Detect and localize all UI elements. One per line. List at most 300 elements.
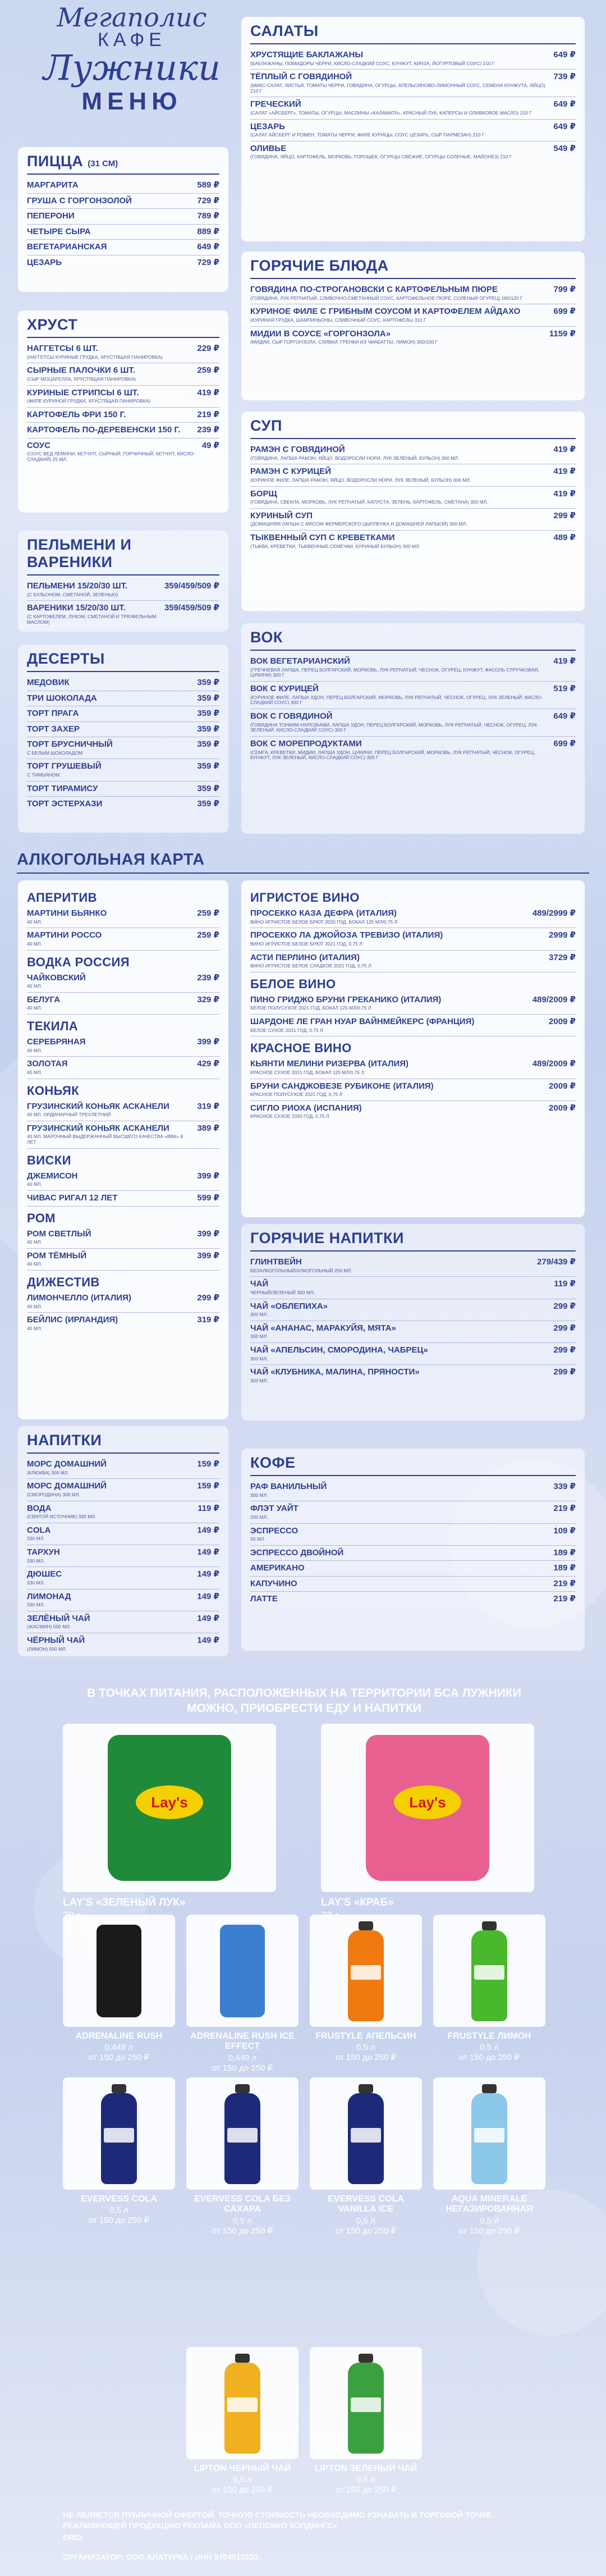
alcohol-left-card	[18, 880, 228, 1419]
item-price: 359/459/509 ₽	[164, 581, 219, 591]
item-name	[27, 1172, 192, 1187]
drink-group-title: РОМ	[27, 1211, 56, 1225]
item-title: ЭСПРЕССО	[250, 1525, 299, 1536]
item-price: 259 ₽	[197, 930, 219, 940]
item-price: 429 ₽	[197, 1059, 219, 1069]
item-description: (САЛАТ АЙСБЕРГ И РОМЕН, ТОМАТЫ ЧЕРРИ, ФИЛЕ КУРИЦЫ, СОУС ЦЕЗАРЬ, СЫР ПАРМЕЗАН) 210 Г	[250, 132, 485, 138]
menu-item	[250, 70, 576, 97]
product-price: от 150 до 250 ₽	[88, 2053, 150, 2063]
bottle-label-icon	[351, 2397, 381, 2412]
item-description: (С БУЛЬОНОМ, СМЕТАНОЙ, ЗЕЛЕНЬЮ)	[27, 591, 118, 597]
item-title: ПРОСЕККО КАЗА ДЕФРА (ИТАЛИЯ)	[250, 908, 397, 918]
item-price: 239 ₽	[197, 425, 219, 435]
item-description: БЕЛОЕ СУХОЕ 2021 ГОД, 0,75 Л	[250, 1027, 323, 1033]
item-price: 399 ₽	[197, 1250, 219, 1260]
item-name	[250, 144, 549, 160]
menu-item	[250, 1343, 576, 1365]
item-title: КУРИНЫЙ СУП	[250, 510, 313, 520]
coffee-card	[241, 1449, 585, 1651]
product-volume: 0,5 л	[356, 2475, 375, 2485]
menu-item	[250, 1299, 576, 1321]
product-price: от 150 до 250 ₽	[212, 2226, 273, 2236]
menu-item	[250, 1577, 576, 1592]
menu-item	[250, 737, 576, 764]
product-name: FRUSTYLE АПЕЛЬСИН	[315, 2031, 416, 2041]
menu-item	[27, 1501, 219, 1523]
salads-title: САЛАТЫ	[250, 22, 576, 44]
item-name	[250, 285, 549, 301]
product-volume: 0,5 л	[233, 2216, 252, 2226]
item-name	[27, 197, 192, 206]
item-name	[27, 740, 192, 756]
item-price: 339 ₽	[553, 1482, 576, 1491]
item-price: 549 ₽	[553, 143, 576, 153]
item-name	[27, 1592, 192, 1608]
item-description: 330 МЛ.	[27, 1579, 45, 1586]
item-name	[27, 678, 192, 688]
item-price: 489/2999 ₽	[532, 908, 576, 918]
menu-item	[27, 1611, 219, 1633]
menu-item	[250, 1255, 576, 1277]
soup-list	[250, 442, 576, 552]
item-name	[250, 1302, 549, 1318]
item-title: ЧАЙ «АНАНАС, МАРАКУЙЯ, МЯТА»	[250, 1323, 396, 1333]
menu-item	[250, 1524, 576, 1546]
item-price: 419 ₽	[197, 387, 219, 398]
menu-item	[27, 1057, 219, 1079]
item-description: (КУРИНОЕ ФИЛЕ, ЛАПША УДОН, ПЕРЕЦ БОЛГАРСКИЙ, МОРКОВЬ, ЛУК РЕПЧАТЫЙ, ЧЕСНОК, ОГУРЕЦ, ЛУК ЗЕЛЕНЫЙ, КИСЛО-СЛАДКИЙ СОУС) 300 Г	[250, 694, 543, 706]
item-price: 299 ₽	[553, 1301, 576, 1311]
item-title: ГРУЗИНСКИЙ КОНЬЯК АСКАНЕЛИ	[27, 1101, 169, 1111]
item-name	[27, 258, 192, 268]
item-title: ЧАЙКОВСКИЙ	[27, 972, 86, 983]
item-name	[250, 122, 549, 138]
menu-item	[250, 951, 576, 972]
item-description: БЕЗАЛКОГОЛЬНЫЙ/АЛКОГОЛЬНЫЙ 250 МЛ.	[250, 1267, 352, 1273]
item-name	[27, 784, 192, 794]
hot-drinks-list	[250, 1255, 576, 1387]
item-price: 2009 ₽	[549, 1103, 576, 1113]
item-description: ВИНО ИГРИСТОЕ БЕЛОЕ БРЮТ 2021 ГОД, 0,75 Л	[250, 940, 362, 947]
menu-item	[27, 178, 219, 194]
item-name	[27, 582, 160, 597]
item-price: 189 ₽	[553, 1563, 576, 1573]
item-name	[27, 243, 192, 252]
item-description: 40 МЛ.	[27, 1261, 42, 1267]
coffee-title: КОФЕ	[250, 1454, 576, 1476]
menu-item	[27, 386, 219, 408]
lays-green-onion-image	[63, 1724, 276, 1892]
item-name	[250, 1527, 549, 1542]
bottle-label-icon	[104, 2128, 134, 2143]
drink-group-title: ВИСКИ	[27, 1153, 71, 1167]
product-volume: 0,5 л	[109, 2205, 128, 2216]
item-description: (ГОВЯДИНА, ЛАПША РАМЭН, ЯЙЦО, ВОДОРОСЛИ НОРИ, ЛУК ЗЕЛЕНЫЙ, БУЛЬОН) 300 МЛ.	[250, 455, 460, 461]
dumplings-list	[27, 579, 219, 628]
item-price: 149 ₽	[197, 1613, 219, 1623]
item-description: 40 МЛ.	[27, 919, 42, 925]
item-price: 419 ₽	[553, 467, 576, 477]
item-description: 300 МЛ.	[250, 1333, 268, 1340]
product-price: от 150 до 250 ₽	[212, 2063, 273, 2073]
item-title: МОРС ДОМАШНИЙ	[27, 1481, 107, 1491]
item-name	[250, 1017, 544, 1033]
menu-item	[250, 464, 576, 486]
footer-erid: ERID:	[63, 2533, 85, 2542]
menu-item	[27, 1191, 219, 1207]
desserts-title: ДЕСЕРТЫ	[27, 650, 219, 672]
desserts-list	[27, 675, 219, 812]
desserts-card	[18, 645, 228, 833]
item-title: ВОК С МОРЕПРОДУКТАМИ	[250, 739, 362, 749]
item-description: (СОУС ВЕД ЛЕМИНИ, КЕТЧУП, СЫРНЫЙ, ГОРЧИЧНЫЙ, КЕТЧУП, КИСЛО-СЛАДКИЙ) 25 МЛ.	[27, 451, 195, 463]
menu-item	[27, 579, 219, 601]
item-price: 489/2009 ₽	[532, 994, 576, 1004]
item-title: ЗОЛОТАЯ	[27, 1059, 68, 1069]
item-title: КАРТОФЕЛЬ ПО-ДЕРЕВЕНСКИ 150 Г.	[27, 425, 181, 435]
item-title: ТОРТ ТИРАМИСУ	[27, 783, 98, 793]
item-name	[250, 490, 549, 505]
coffee-list	[250, 1479, 576, 1607]
bottle-cap-icon	[235, 2084, 250, 2093]
item-name	[27, 410, 192, 420]
item-description: С ТИМЬЯНОМ	[27, 771, 60, 778]
menu-item	[27, 439, 219, 465]
item-title: ПИНО ГРИДЖО БРУНИ ГРЕКАНИКО (ИТАЛИЯ)	[250, 994, 442, 1004]
item-title: ВОДА	[27, 1503, 52, 1513]
item-name	[27, 1230, 192, 1245]
lays-crab-image	[321, 1724, 534, 1892]
item-price: 649 ₽	[553, 99, 576, 109]
menu-item	[27, 691, 219, 707]
item-description: (САЛАТ «АЙСБЕРГ», ТОМАТЫ, ОГУРЦЫ, МАСЛИНЫ «КАЛАМАТА», КРАСНЫЙ ЛУК, КАПЕРСЫ И ОЛИВКОВОЕ МАСЛО) 210 Г	[250, 109, 532, 116]
menu-item	[250, 1546, 576, 1561]
item-name	[27, 909, 192, 925]
menu-item	[250, 487, 576, 509]
item-description: С БЕЛЫМ ШОКОЛАДОМ	[27, 750, 83, 756]
item-title: РАМЭН С ГОВЯДИНОЙ	[250, 445, 345, 454]
item-title: СОУС	[27, 440, 50, 450]
item-title: ЧАЙ «АПЕЛЬСИН, СМОРОДИНА, ЧАБРЕЦ»	[250, 1345, 428, 1355]
item-price: 359 ₽	[197, 761, 219, 771]
item-price: 359 ₽	[197, 693, 219, 703]
item-name	[250, 511, 549, 527]
item-price: 399 ₽	[197, 1037, 219, 1047]
menu-item	[27, 1479, 219, 1501]
item-price: 589 ₽	[197, 180, 219, 190]
menu-item	[27, 209, 219, 225]
item-title: ТЫКВЕННЫЙ СУП С КРЕВЕТКАМИ	[250, 533, 395, 543]
item-name	[250, 1482, 549, 1498]
drink-group-title: БЕЛОЕ ВИНО	[250, 976, 336, 991]
item-name	[250, 533, 549, 549]
product-name: EVERVESS COLA VANILLA ICE	[328, 2194, 404, 2214]
item-description: (СЫР МОЦАРЕЛЛА, ХРУСТЯЩАЯ ПАНИРОВКА)	[27, 376, 136, 382]
item-name	[27, 1252, 192, 1267]
item-title: ЧЕТЫРЕ СЫРА	[27, 226, 91, 236]
product-price: от 150 до 250 ₽	[458, 2053, 520, 2063]
menu-item	[27, 797, 219, 812]
item-title: ФЛЭТ УАЙТ	[250, 1504, 299, 1514]
item-title: АСТИ ПЕРЛИНО (ИТАЛИЯ)	[250, 952, 360, 962]
product-card	[433, 2077, 545, 2236]
item-description: 40 МЛ.	[27, 1069, 42, 1075]
item-title: ПЕПЕРОНИ	[27, 211, 75, 221]
menu-item	[27, 1313, 219, 1334]
item-price: 219 ₽	[553, 1594, 576, 1604]
item-description: (БАКЛАЖАНЫ, ПОМИДОРЫ ЧЕРРИ, КИСЛО-СЛАДКИЙ СОУС, КУНЖУТ, КИНЗА, ЙОГУРТОВЫЙ СОУС) 210 Г	[250, 60, 495, 66]
item-price: 279/439 ₽	[537, 1257, 576, 1267]
item-price: 149 ₽	[197, 1636, 219, 1646]
soup-card	[241, 412, 585, 611]
item-title: ОЛИВЬЕ	[250, 143, 287, 153]
item-price: 159 ₽	[197, 1459, 219, 1469]
item-price: 119 ₽	[554, 1279, 576, 1289]
item-name	[27, 1316, 192, 1331]
item-description: 40 МЛ.	[27, 1005, 42, 1011]
item-title: ГОВЯДИНА ПО-СТРОГАНОВСКИ С КАРТОФЕЛЬНЫМ ПЮРЕ	[250, 285, 498, 294]
menu-item	[27, 408, 219, 423]
item-name	[27, 709, 192, 719]
menu-item	[27, 759, 219, 781]
item-description: 200 МЛ.	[250, 1514, 268, 1520]
menu-item	[27, 1545, 219, 1567]
item-price: 649 ₽	[553, 121, 576, 131]
item-description: (КЛЮКВА) 300 МЛ.	[27, 1469, 69, 1476]
item-description: ВИНО ИГРИСТОЕ БЕЛОЕ БРЮТ 2020 ГОД, БОКАЛ 125 МЛ/0,75 Л	[250, 919, 398, 925]
menu-item	[27, 1169, 219, 1191]
item-description: (МИКС-САЛАТ, ЛИСТЬЯ, ТОМАТЫ ЧЕРРИ, ГОВЯДИНА, ОГУРЦЫ, АПЕЛЬСИНОВО-ЛИМОННЫЙ СОУС, СЕМЕНА КУНЖУТА, ЯЙЦО) 210 Г	[250, 82, 545, 94]
item-title: БРУНИ САНДЖОВЕЗЕ РУБИКОНЕ (ИТАЛИЯ)	[250, 1081, 434, 1091]
item-name	[250, 467, 549, 483]
wok-card	[241, 623, 585, 834]
menu-item	[27, 363, 219, 385]
item-title: МОРС ДОМАШНИЙ	[27, 1459, 107, 1469]
item-name	[250, 51, 549, 66]
menu-item	[250, 97, 576, 119]
alcohol-title: АЛКОГОЛЬНАЯ КАРТА	[17, 851, 589, 874]
product-image	[186, 2077, 299, 2190]
item-description: 40 МЛ.	[27, 1239, 42, 1245]
item-title: СЫРНЫЕ ПАЛОЧКИ 6 ШТ.	[27, 366, 136, 376]
product-card	[310, 2077, 422, 2236]
item-price: 729 ₽	[197, 195, 219, 205]
item-title: ЧЁРНЫЙ ЧАЙ	[27, 1636, 85, 1646]
item-name	[27, 800, 192, 809]
item-title: КЬЯНТИ МЕЛИНИ РИЗЕРВА (ИТАЛИЯ)	[250, 1059, 409, 1069]
item-price: 359 ₽	[197, 739, 219, 749]
item-title: МИДИИ В СОУСЕ «ГОРГОНЗОЛА»	[250, 328, 391, 339]
item-description: (С КАРТОФЕЛЕМ, ЛУКОМ, СМЕТАНОЙ И ТРЮФЕЛЬНЫМ МАСЛОМ)	[27, 613, 157, 625]
item-name	[27, 1059, 192, 1075]
item-price: 729 ₽	[197, 257, 219, 267]
hot-dishes-list	[250, 282, 576, 348]
item-name	[27, 1194, 192, 1203]
item-description: 40 МЛ.	[27, 1325, 42, 1331]
item-title: ДЮШЕС	[27, 1569, 62, 1579]
cafe-logo	[34, 4, 230, 116]
item-title: ТЁПЛЫЙ С ГОВЯДИНОЙ	[250, 72, 352, 82]
product-card	[63, 1915, 175, 2062]
item-price: 889 ₽	[197, 226, 219, 236]
item-name	[250, 330, 545, 345]
item-description: ЧЕРНЫЙ/ЗЕЛЕНЫЙ 300 МЛ.	[250, 1289, 315, 1295]
item-price: 319 ₽	[197, 1101, 219, 1111]
menu-item	[250, 709, 576, 737]
soup-title: СУП	[250, 417, 576, 439]
item-title: ПРОСЕККО ЛА ДЖОЙОЗА ТРЕВИЗО (ИТАЛИЯ)	[250, 930, 443, 940]
item-title: ЛИМОНЧЕЛЛО (ИТАЛИЯ)	[27, 1293, 131, 1303]
item-title: РАФ ВАНИЛЬНЫЙ	[250, 1482, 327, 1491]
item-name	[27, 1294, 192, 1309]
item-title: ВОК С КУРИЦЕЙ	[250, 684, 319, 694]
menu-item	[250, 509, 576, 531]
item-price: 789 ₽	[197, 211, 219, 221]
menu-item	[27, 240, 219, 255]
item-title: АМЕРИКАНО	[250, 1563, 305, 1573]
footer-disclaimer: НЕ ЯВЛЯЕТСЯ ПУБЛИЧНОЙ ОФЕРТОЙ. ТОЧНУЮ СТОИМОСТЬ НЕОБХОДИМО УЗНАВАТЬ В ТОРГОВОЙ ТОЧКЕ. РЕАЛИЗУЮЩЕЙ ПРОДУКЦИЮ РЕКЛАМА ООО «ПЕПСИКО ХОЛДИНГС»	[63, 2510, 494, 2530]
crunch-list	[27, 341, 219, 465]
item-price: 149 ₽	[197, 1569, 219, 1579]
item-name	[27, 604, 160, 625]
item-description: (СЕМГА, КРЕВЕТКИ, МИДИИ, ЛАПША УДОН, ЦУКИНИ, ПЕРЕЦ БОЛГАРСКИЙ, МОРКОВЬ, ЛУК РЕПЧАТЫЙ, ЧЕСНОК, ОГУРЕЦ, КУНЖУТ, ЛУК ЗЕЛЕНЫЙ, КИСЛО-СЛАДКИЙ СОУС) 300 Г	[250, 749, 535, 761]
item-price: 649 ₽	[197, 242, 219, 252]
bottle-cap-icon	[359, 2084, 373, 2093]
pizza-card	[18, 147, 228, 292]
product-image	[433, 2077, 545, 2190]
product-volume: 0,5 л	[356, 2216, 375, 2226]
drinks-list	[27, 1457, 219, 1655]
item-name	[250, 1280, 549, 1295]
lays-logo: Lay's	[136, 1785, 203, 1819]
menu-item	[27, 225, 219, 240]
crunch-title: ХРУСТ	[27, 316, 219, 338]
item-name	[250, 1346, 549, 1362]
item-price: 2009 ₽	[549, 1081, 576, 1091]
bottle-cap-icon	[235, 2354, 250, 2363]
product-name: LIPTON ЧЕРНЫЙ ЧАЙ	[194, 2464, 291, 2473]
item-name	[250, 1564, 549, 1573]
drink-group-title: ИГРИСТОЕ ВИНО	[250, 890, 360, 905]
hot-dishes-title: ГОРЯЧИЕ БЛЮДА	[250, 257, 576, 279]
product-volume: 0,5 л	[233, 2475, 252, 2485]
crunch-card	[18, 310, 228, 513]
product-image	[310, 1915, 422, 2027]
item-description: (ГРЕЧНЕВАЯ ЛАПША, ПЕРЕЦ БОЛГАРСКИЙ, МОРКОВЬ, ЛУК РЕПЧАТЫЙ, ЧЕСНОК, ОГУРЕЦ, КУНЖУТ, ФАСОЛЬ СТРУЧКОВАЯ, ЦУКИНИ) 300 Г	[250, 666, 539, 678]
item-title: КАРТОФЕЛЬ ФРИ 150 Г.	[27, 409, 126, 419]
drinks-title: НАПИТКИ	[27, 1432, 219, 1454]
item-price: 2009 ₽	[549, 1017, 576, 1027]
item-name	[27, 762, 192, 778]
menu-item	[27, 1035, 219, 1057]
menu-item	[250, 442, 576, 464]
product-name: AQUA MINERALE НЕГАЗИРОВАННАЯ	[446, 2194, 533, 2214]
item-name	[27, 931, 192, 947]
bottle-cap-icon	[482, 2084, 497, 2093]
item-name	[27, 1124, 192, 1145]
item-name	[250, 1324, 549, 1340]
item-description: (ГОВЯДИНА, ЯЙЦО, КАРТОФЕЛЬ, МОРКОВЬ, ГОРОШЕК, ОГУРЦЫ СВЕЖИЕ, ОГУРЦЫ СОЛЕНЫЕ, МАЙОНЕЗ) 210 Г	[250, 154, 512, 160]
item-price: 159 ₽	[197, 1481, 219, 1491]
item-name	[27, 1504, 193, 1520]
item-title: НАГГЕТСЫ 6 ШТ.	[27, 344, 98, 353]
item-price: 359/459/509 ₽	[164, 603, 219, 613]
menu-item	[250, 1079, 576, 1101]
product-lays-crab	[321, 1724, 534, 1934]
logo-cafe: КАФЕ	[98, 29, 166, 51]
item-description: (СВЯТОЙ ИСТОЧНИК) 330 МЛ.	[27, 1514, 97, 1520]
item-description: (СМОРОДИНА) 300 МЛ.	[27, 1491, 80, 1497]
product-lays-green-onion	[63, 1724, 276, 1934]
bottle-label-icon	[351, 1965, 381, 1980]
menu-item	[250, 906, 576, 928]
item-name	[250, 100, 549, 116]
item-name	[27, 426, 192, 435]
item-title: ГРЕЧЕСКИЙ	[250, 99, 301, 109]
item-name	[250, 1595, 549, 1604]
item-description: (КУРИНОЕ ФИЛЕ, ЛАПША РАМЭН, ЯЙЦО, ВОДОРОСЛИ НОРИ, ЛУК ЗЕЛЕНЫЙ, БУЛЬОН) 300 МЛ.	[250, 477, 471, 483]
item-price: 189 ₽	[553, 1547, 576, 1558]
item-title: ГЛИНТВЕЙН	[250, 1257, 302, 1267]
menu-item	[250, 1592, 576, 1607]
menu-item	[27, 971, 219, 993]
item-description: (ФИЛЕ КУРИНОЙ ГРУДКИ, ХРУСТЯЩАЯ ПАНИРОВКА)	[27, 398, 151, 404]
item-name	[250, 1549, 549, 1558]
item-name	[27, 1636, 192, 1652]
product-volume: 0,449 л	[228, 2053, 257, 2063]
item-description: 40 МЛ.	[27, 940, 42, 947]
item-title: РОМ СВЕТЛЫЙ	[27, 1228, 91, 1239]
item-price: 359 ₽	[197, 799, 219, 809]
item-name	[27, 1570, 192, 1586]
item-description: КРАСНОЕ ПОЛУСУХОЕ 2021 ГОД, 0,75 Л	[250, 1091, 343, 1098]
item-description: КРАСНОЕ СУХОЕ 2020 ГОД, 0,75 Л	[250, 1113, 329, 1120]
item-description: 40 МЛ.	[27, 983, 42, 989]
item-name	[250, 1104, 544, 1120]
item-title: ЛАТТЕ	[250, 1594, 278, 1604]
drink-group-title: ДИЖЕСТИВ	[27, 1275, 100, 1290]
item-price: 799 ₽	[553, 285, 576, 294]
menu-item	[250, 1561, 576, 1577]
item-name	[27, 1526, 192, 1542]
item-price: 229 ₽	[197, 344, 219, 353]
menu-item	[27, 906, 219, 928]
item-name	[27, 212, 192, 221]
item-title: ВОК ВЕГЕТАРИАНСКИЙ	[250, 656, 350, 666]
item-price: 2999 ₽	[549, 930, 576, 940]
menu-item	[27, 1633, 219, 1655]
item-description: (ГОВЯДИНА, ЛУК РЕПЧАТЫЙ, СЛИВОЧНО-СМЕТАННЫЙ СОУС, КАРТОФЕЛЬНОЕ ПЮРЕ, СОЛЕНЫЙ ОГУРЕЦ) 180/120 Г	[250, 295, 523, 301]
item-title: СЕРЕБРЯНАЯ	[27, 1037, 86, 1047]
menu-item	[250, 1277, 576, 1299]
item-name	[250, 931, 544, 947]
item-price: 319 ₽	[197, 1315, 219, 1325]
menu-item	[250, 928, 576, 950]
item-price: 699 ₽	[553, 739, 576, 749]
item-price: 489 ₽	[553, 533, 576, 543]
item-price: 519 ₽	[553, 684, 576, 694]
item-name	[250, 445, 549, 461]
item-title: БЕЙЛИС (ИРЛАНДИЯ)	[27, 1315, 118, 1325]
item-name	[27, 1614, 192, 1630]
item-description: (ДОМАШНЯЯ ЛАПША С МЯСОМ ФЕРМЕРСКОГО ЦЫПЛЕНКА И ДОМАШНЕЙ ЛАПШОЙ) 300 МЛ.	[250, 521, 467, 527]
menu-item	[27, 1523, 219, 1545]
item-title: БОРЩ	[250, 488, 277, 499]
logo-megapolis: Мегаполис	[57, 2, 207, 33]
item-title: ЛИМОНАД	[27, 1591, 71, 1601]
item-title: МАРГАРИТА	[27, 180, 79, 190]
item-title: ТОРТ ГРУШЕВЫЙ	[27, 761, 102, 771]
